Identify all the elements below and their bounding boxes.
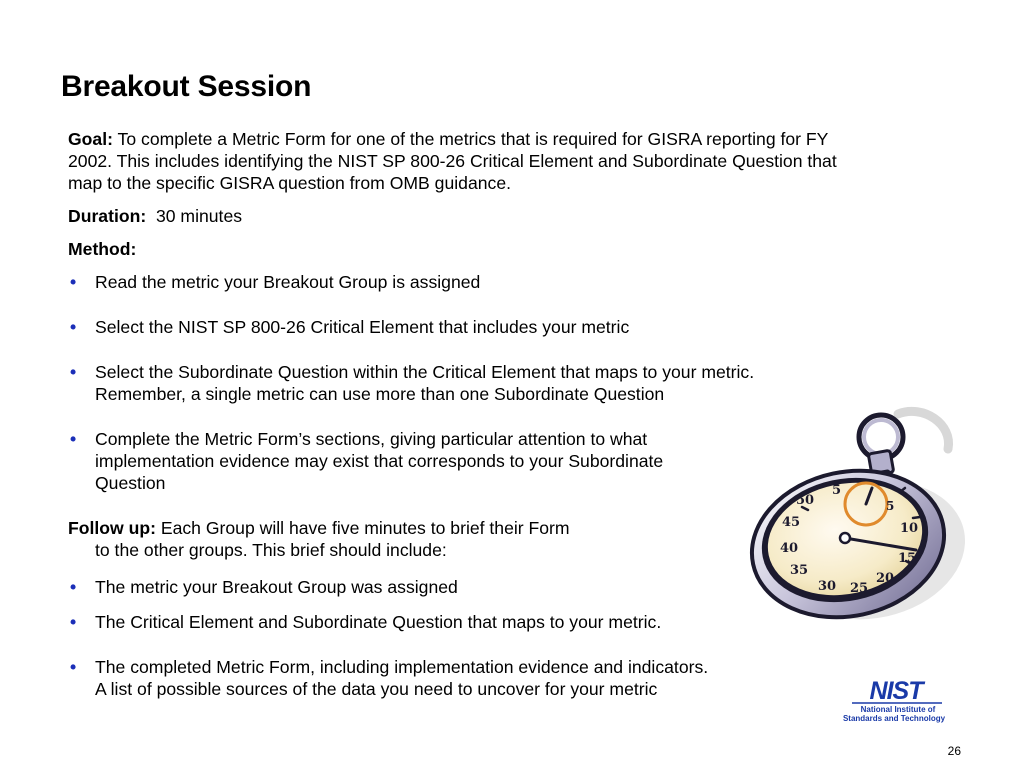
follow-up-bullet-text: The completed Metric Form, including implementation evidence and indicators. [95,657,709,677]
dial-number: 50 [796,493,815,508]
bullet-marker: • [70,362,77,382]
bullet-marker: • [70,272,77,292]
goal-text-2: 2002. This includes identifying the NIST SP 800-26 Critical Element and Subordinate Question that [68,151,837,171]
follow-up-bullet-text: A list of possible sources of the data you need to uncover for your metric [95,679,658,699]
goal-text-3: map to the specific GISRA question from OMB guidance. [68,173,511,193]
bullet-marker: • [70,657,77,677]
goal-paragraph [68,128,958,194]
dial-number: 5 [832,483,842,498]
follow-up-label: Follow up: [68,518,156,538]
page-number: 26 [947,744,961,758]
nist-logo-line-2: Standards and Technology [842,714,946,723]
method-bullet-text: Question [95,473,166,493]
dial-number: 30 [818,579,837,594]
bullet-marker: • [70,612,77,632]
duration-value: 30 minutes [155,206,243,226]
dial-number: 40 [780,541,799,556]
method-bullet-text: Select the Subordinate Question within the Critical Element that maps to your metric. [95,362,755,382]
dial-number: 25 [850,581,869,596]
subdial-number: 5 [886,499,895,513]
slide-title: Breakout Session [61,70,312,103]
nist-logo-line-1: National Institute of [860,705,936,714]
follow-up-text-1: Each Group will have five minutes to brief their Form [160,518,570,538]
method-bullet-text: Read the metric your Breakout Group is assigned [95,272,481,292]
nist-wordmark: NIST [869,677,923,705]
dial-number: 45 [782,515,801,530]
method-bullet-text: Remember, a single metric can use more than one Subordinate Question [95,384,665,404]
method-bullet-text: Select the NIST SP 800-26 Critical Element that includes your metric [95,317,630,337]
bullet-marker: • [70,577,77,597]
dial-number: 35 [790,563,809,578]
nist-logo [832,674,960,726]
goal-text-1: To complete a Metric Form for one of the metrics that is required for GISRA reporting for FY [117,129,829,149]
goal-line-1 [68,128,958,150]
bullet-marker: • [70,317,77,337]
method-bullet-text: Complete the Metric Form’s sections, giving particular attention to what [95,429,648,449]
follow-up-bullet-3 [68,656,958,700]
goal-label: Goal: [68,129,113,149]
method-bullet-1 [68,271,958,293]
duration-label: Duration: [68,206,147,226]
method-label: Method: [68,239,137,259]
dial-number: 10 [900,521,919,536]
stopwatch-icon [748,404,970,624]
method-bullet-3 [68,361,958,405]
dial-number: 15 [898,551,917,566]
duration-paragraph [68,205,958,227]
follow-up-bullet-text: The Critical Element and Subordinate Question that maps to your metric. [95,612,662,632]
bullet-marker: • [70,429,77,449]
follow-up-text-2: to the other groups. This brief should include: [95,540,447,560]
method-bullet-text: implementation evidence may exist that corresponds to your Subordinate [95,451,664,471]
follow-up-bullet-text: The metric your Breakout Group was assigned [95,577,458,597]
method-bullet-2 [68,316,958,338]
dial-number: 20 [876,571,895,586]
